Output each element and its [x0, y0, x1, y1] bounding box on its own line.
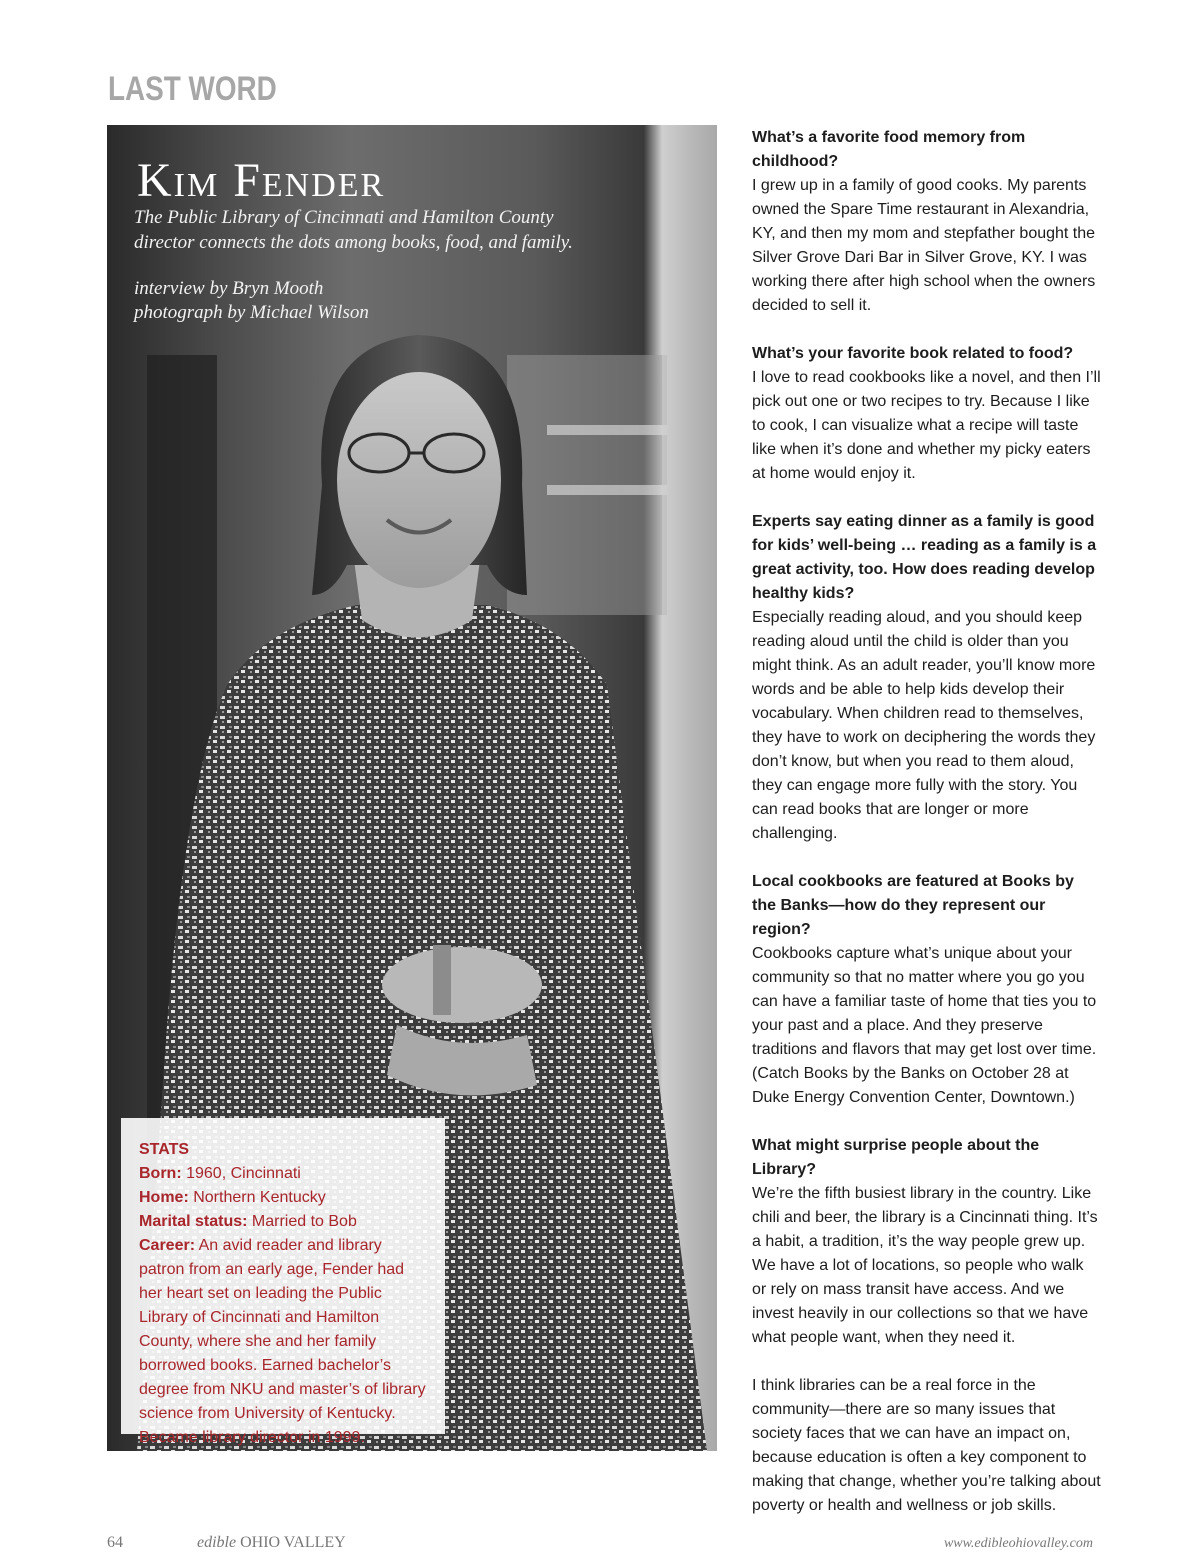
- feature-title: Kim Fender: [137, 154, 386, 207]
- stats-career-value: An avid reader and library patron from an early age, Fender had her heart set on leading the Public Library of Cincinnati and Hamilton County, where she and her family borrowed books. Earned bachelor’s degree from NKU and master’s of library science from University of Kentucky. Became library director in 1999.: [139, 1237, 426, 1446]
- stats-born-label: Born:: [139, 1165, 182, 1182]
- stats-marital-label: Marital status:: [139, 1213, 248, 1230]
- stats-box: [121, 1118, 445, 1446]
- answer: Cookbooks capture what’s unique about your community so that no matter where you go you can have a familiar taste of home that ties you to your past and a place. And they preserve traditions and flavors that may get lost over time. (Catch Books by the Banks on October 28 at Duke Energy Convention Center, Downtown.): [752, 945, 1097, 1106]
- magazine-title: OHIO VALLEY: [236, 1534, 346, 1551]
- qa-column: [752, 126, 1102, 1542]
- interview-credit: interview by Bryn Mooth: [134, 278, 324, 299]
- question: Experts say eating dinner as a family is good for kids’ well-being … reading as a family is a great activity, too. How does reading develop healthy kids?: [752, 513, 1097, 602]
- qa-item: [752, 126, 1102, 318]
- stats-career-label: Career:: [139, 1237, 196, 1254]
- answer: I grew up in a family of good cooks. My parents owned the Spare Time restaurant in Alexandria, KY, and then my mom and stepfather bought the Silver Grove Dari Bar in Silver Grove, KY. I was working there after high school when the owners decided to sell it.: [752, 177, 1096, 314]
- qa-item: [752, 342, 1102, 486]
- magazine-prefix: edible: [197, 1534, 237, 1551]
- photo-credit: photograph by Michael Wilson: [134, 302, 369, 323]
- stats-born-value: 1960, Cincinnati: [181, 1165, 301, 1182]
- stats-career: [139, 1234, 431, 1450]
- question: What’s a favorite food memory from childhood?: [752, 129, 1026, 170]
- closing-paragraph: I think libraries can be a real force in the community—there are so many issues that society faces that we can have an impact on, because education is often a key component to making that change, whether you’re talking about poverty or health and wellness or job skills.: [752, 1377, 1101, 1514]
- answer: Especially reading aloud, and you should keep reading aloud until the child is older than you might think. As an adult reader, you’ll know more words and be able to help kids develop their vocabulary. When children read to themselves, they have to work on deciphering the words they don’t know, but when you read to them aloud, they can engage more fully with the story. You can read books that are longer or more challenging.: [752, 609, 1096, 842]
- stats-heading: STATS: [139, 1141, 190, 1158]
- question: Local cookbooks are featured at Books by the Banks—how do they represent our region?: [752, 873, 1074, 938]
- stats-born: [139, 1162, 431, 1186]
- page-number: 64: [107, 1534, 123, 1551]
- question: What might surprise people about the Library?: [752, 1137, 1040, 1178]
- magazine-name: [197, 1534, 346, 1552]
- stats-home: [139, 1186, 431, 1210]
- stats-marital-value: Married to Bob: [247, 1213, 357, 1230]
- qa-item: [752, 870, 1102, 1110]
- website-url[interactable]: www.edibleohiovalley.com: [943, 1536, 1093, 1551]
- stats-home-value: Northern Kentucky: [188, 1189, 326, 1206]
- answer: I love to read cookbooks like a novel, and then I’ll pick out one or two recipes to try. Because I like to cook, I can visualize what a recipe will taste like when it’s done and whether my picky eaters at home would enjoy it.: [752, 369, 1101, 482]
- stats-marital: [139, 1210, 431, 1234]
- qa-item: [752, 510, 1102, 846]
- section-label: LAST WORD: [108, 70, 277, 108]
- qa-item: [752, 1134, 1102, 1350]
- feature-deck: The Public Library of Cincinnati and Hamilton County director connects the dots among books, food, and family.: [134, 207, 573, 253]
- answer: We’re the fifth busiest library in the country. Like chili and beer, the library is a Cincinnati thing. It’s a habit, a tradition, it’s the way people grew up. We have a lot of locations, so people who walk or rely on mass transit have access. And we invest heavily in our collections so that we have what people want, when they need it.: [752, 1185, 1098, 1346]
- question: What’s your favorite book related to food?: [752, 345, 1074, 362]
- stats-home-label: Home:: [139, 1189, 189, 1206]
- credits: [134, 277, 554, 325]
